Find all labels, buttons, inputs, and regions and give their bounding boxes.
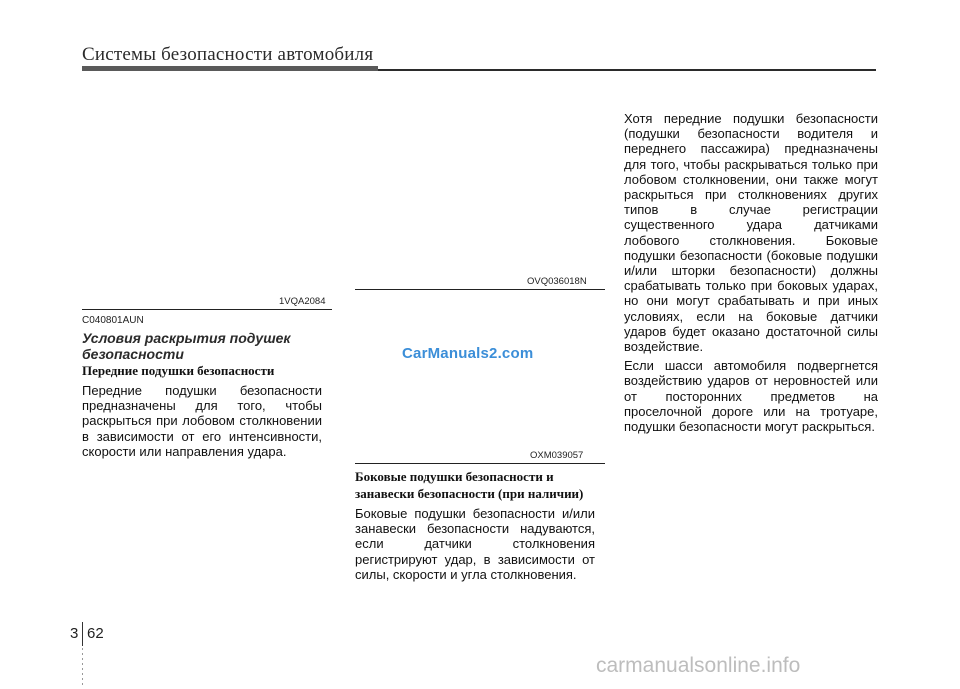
section-number: 3 — [70, 625, 79, 642]
figure-rule-2 — [355, 289, 605, 290]
column3-paragraph-1: Хотя передние подушки безопасности (подушки безопасности водителя и переднего пассажира) предназначены для того, чтобы раскрываться только при лобовом столкновении, они также могут раскрыться при столкновениях других типов в случае регистрации существенного удара датчиками лобового столкновения. Боковые подушки безопасности (боковые подушки и/или шторки безопасности) должны срабатывать только при боковых ударах, но они могут срабатывать и при иных условиях, если на боковые датчики ударов будет оказано достаточной силы воздействие. — [624, 111, 878, 355]
column-2 — [355, 468, 595, 586]
figure-label-2: OVQ036018N — [527, 276, 587, 287]
figure-rule-3 — [355, 463, 605, 464]
section-subtitle: Условия раскрытия подушек безопасности — [82, 330, 291, 362]
section-code: C040801AUN — [82, 315, 144, 326]
figure-rule-1 — [82, 309, 332, 310]
column-3 — [624, 111, 878, 438]
page-header-title: Системы безопасности автомобиля — [82, 44, 374, 65]
front-airbags-paragraph: Передние подушки безопасности предназначены для того, чтобы раскрыться при лобовом столкновении в зависимости от его интенсивности, скорости или направления удара. — [82, 383, 322, 459]
column-1 — [82, 363, 322, 463]
footer-dotted-line — [82, 648, 83, 688]
figure-label-1: 1VQA2084 — [279, 296, 326, 307]
watermark-carmanualsonline[interactable]: carmanualsonline.info — [596, 654, 801, 677]
front-airbags-heading: Передние подушки безопасности — [82, 363, 275, 378]
side-airbags-paragraph: Боковые подушки безопасности и/или занавески безопасности надуваются, если датчики столкновения регистрируют удар, в зависимости от силы, скорости и угла столкновения. — [355, 506, 595, 582]
figure-label-3: OXM039057 — [530, 450, 584, 461]
page-number: 62 — [87, 625, 104, 642]
side-airbags-heading: Боковые подушки безопасности и занавески безопасности (при наличии) — [355, 469, 584, 501]
page-number-divider — [82, 622, 83, 646]
header-rule-thin — [378, 69, 876, 71]
watermark-carmanuals2[interactable]: CarManuals2.com — [402, 345, 534, 362]
header-rule-thick — [82, 66, 378, 71]
column3-paragraph-2: Если шасси автомобиля подвергнется воздействию ударов от неровностей или от посторонних предметов на проселочной дороге или на тротуаре, подушки безопасности могут раскрыться. — [624, 358, 878, 435]
